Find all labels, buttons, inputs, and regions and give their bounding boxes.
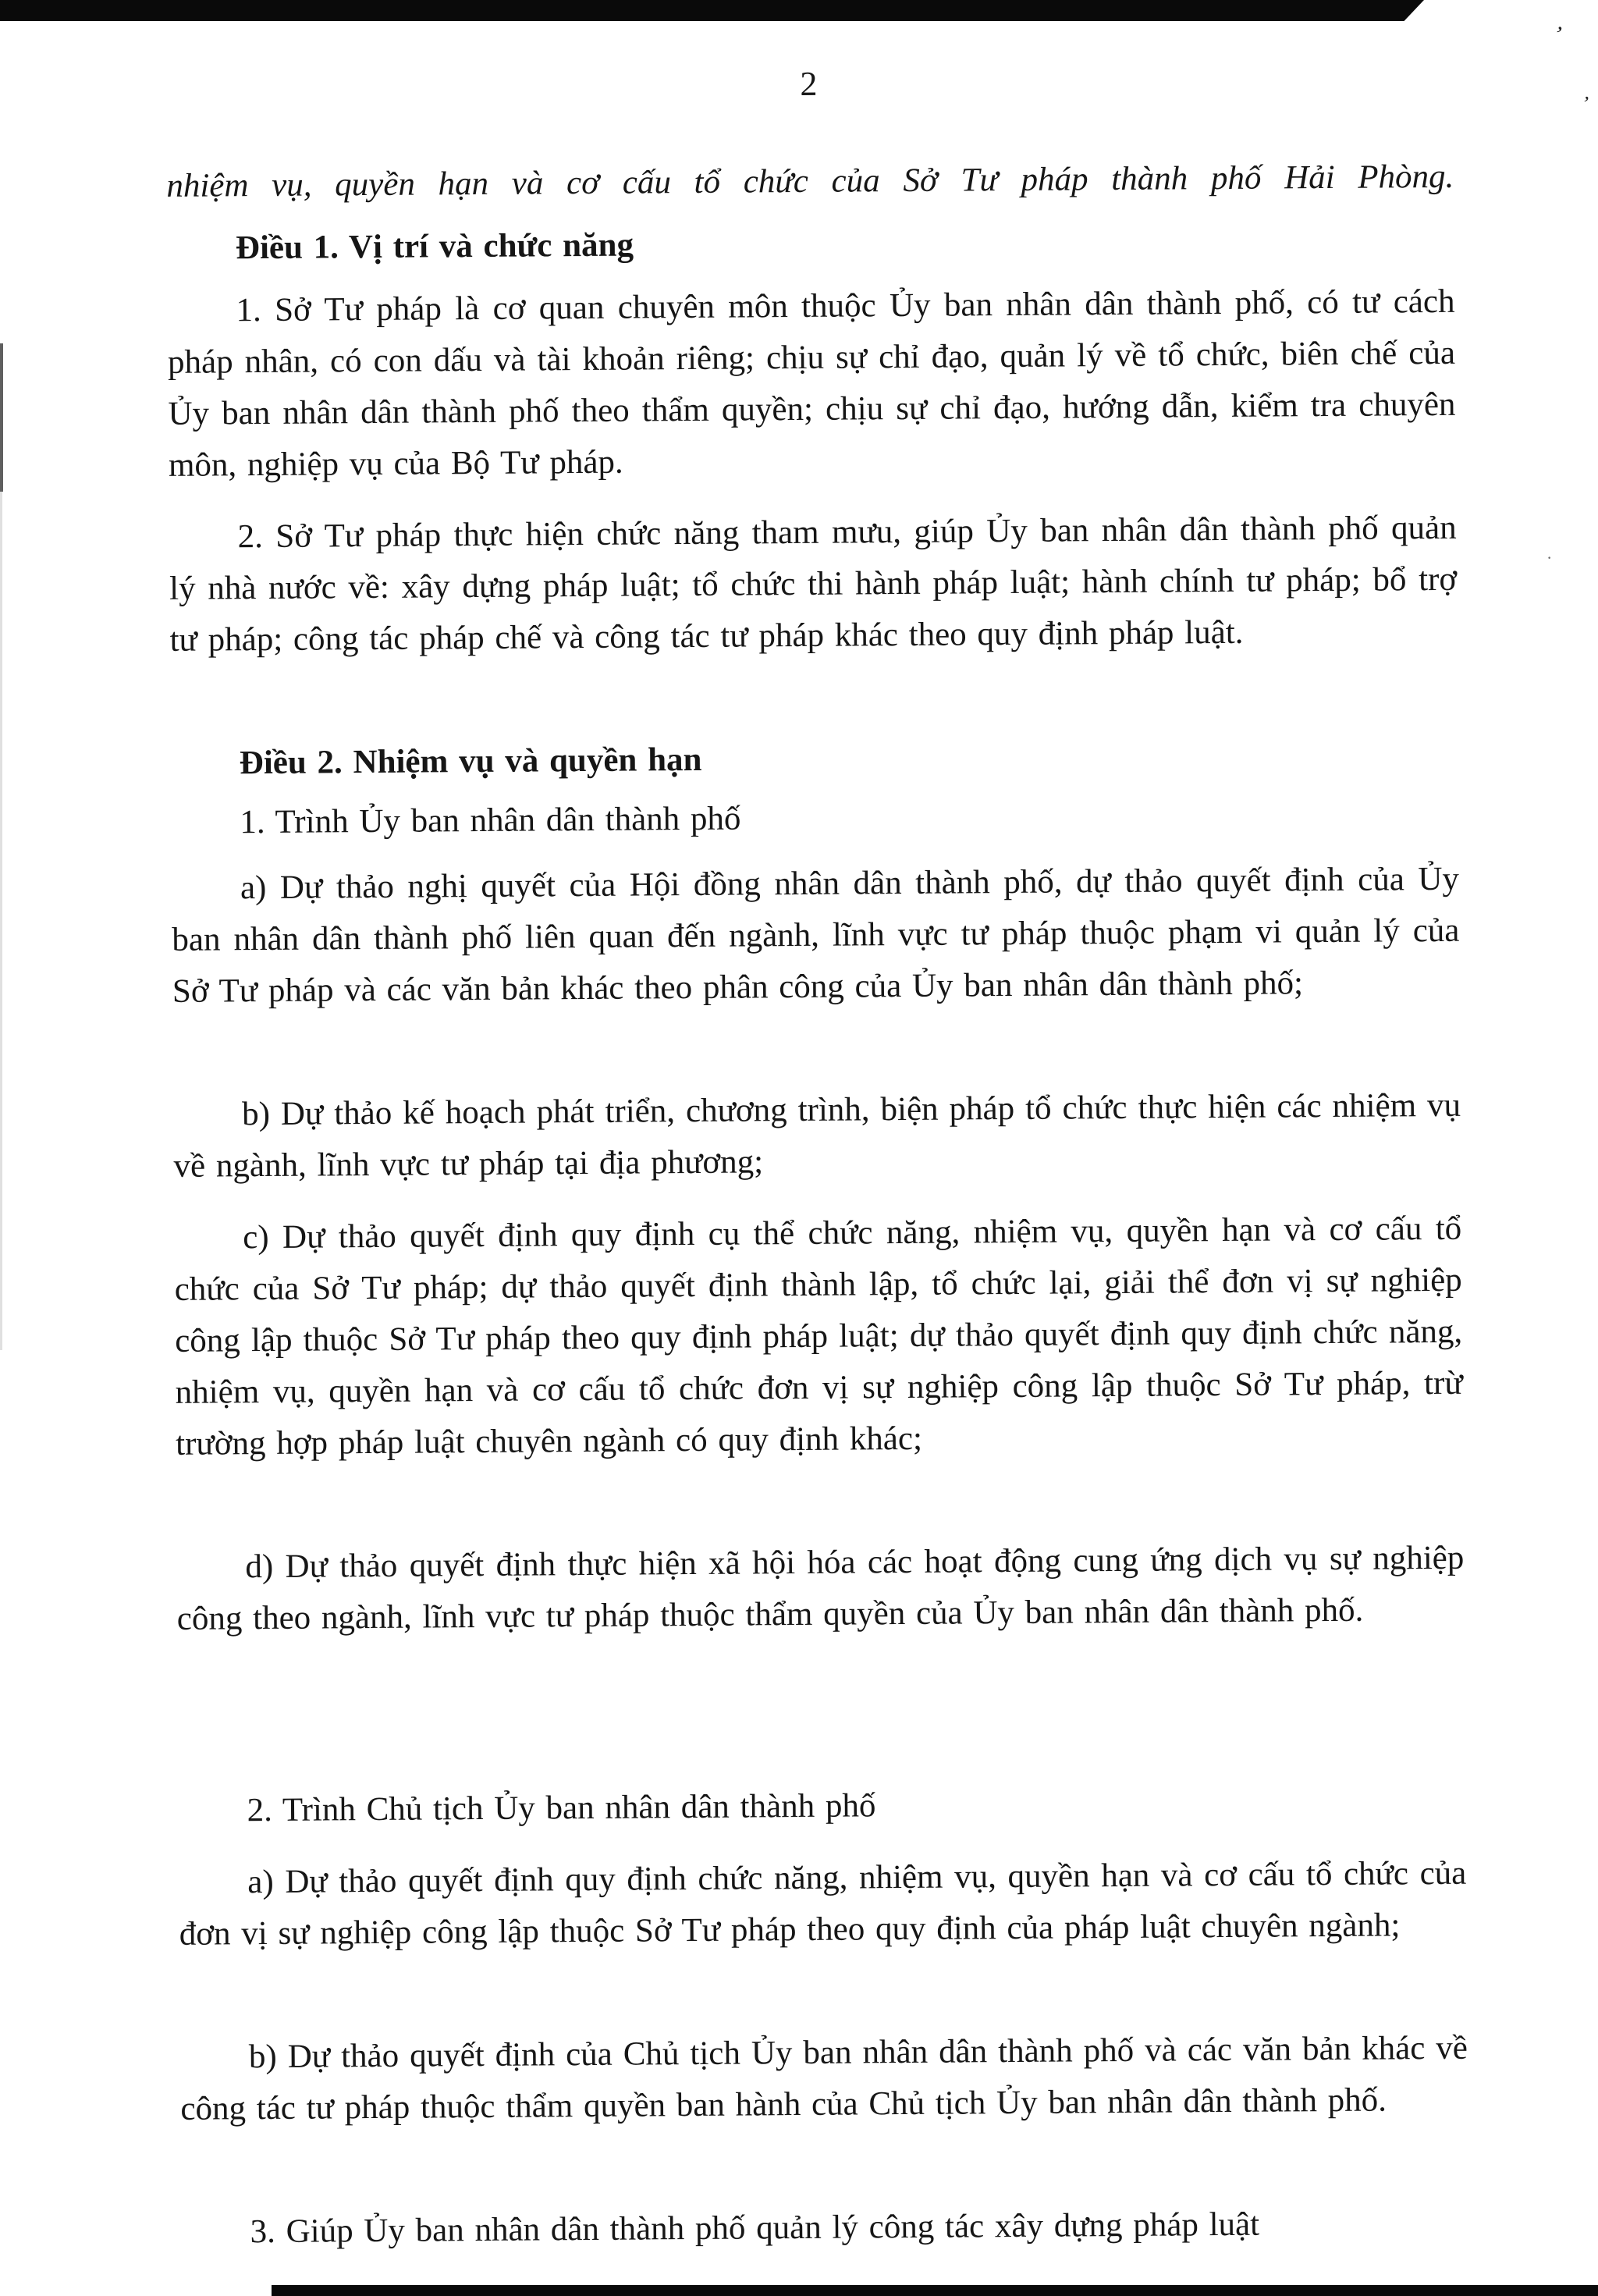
intro-continuation-line: nhiệm vụ, quyền hạn và cơ cấu tổ chức của Sở Tư pháp thành phố Hải Phòng.	[166, 158, 1454, 204]
scan-speck: ’	[1551, 21, 1565, 48]
scan-speck: ’	[1580, 91, 1592, 116]
paragraph-dieu2-khoan2-b: b) Dự thảo quyết định của Chủ tịch Ủy ban nhân dân thành phố và các văn bản khác về công tác tư pháp thuộc thẩm quyền ban hành của Chủ tịch Ủy ban nhân dân thành phố.	[180, 2029, 1468, 2127]
paragraph-dieu1-khoan1: 1. Sở Tư pháp là cơ quan chuyên môn thuộc Ủy ban nhân dân thành phố, có tư cách pháp nhân, có con dấu và tài khoản riêng; chịu sự chỉ đạo, quản lý về tổ chức, biên chế của Ủy ban nhân dân thành phố theo thẩm quyền; chịu sự chỉ đạo, hướng dẫn, kiểm tra chuyên môn, nghiệp vụ của Bộ Tư pháp.	[167, 283, 1456, 484]
heading-dieu-1: Điều 1. Vị trí và chức năng	[235, 226, 634, 267]
paragraph-dieu2-khoan1-c: c) Dự thảo quyết định quy định cụ thể chức năng, nhiệm vụ, quyền hạn và cơ cấu tổ chức của Sở Tư pháp; dự thảo quyết định thành lập, tổ chức lại, giải thể đơn vị sự nghiệp công lập thuộc Sở Tư pháp theo quy định pháp luật; dự thảo quyết định quy định chức năng, nhiệm vụ, quyền hạn và cơ cấu tổ chức đơn vị sự nghiệp công lập thuộc Sở Tư pháp, trừ trường hợp pháp luật chuyên ngành có quy định khác;	[174, 1210, 1463, 1463]
page-number: 2	[800, 64, 818, 103]
paragraph-dieu2-khoan1-a: a) Dự thảo nghị quyết của Hội đồng nhân dân thành phố, dự thảo quyết định của Ủy ban nhân dân thành phố liên quan đến ngành, lĩnh vực tư pháp thuộc phạm vi quản lý của Sở Tư pháp và các văn bản khác theo phân công của Ủy ban nhân dân thành phố;	[172, 860, 1460, 1010]
paragraph-dieu2-khoan1-d: d) Dự thảo quyết định thực hiện xã hội hóa các hoạt động cung ứng dịch vụ sự nghiệp công theo ngành, lĩnh vực tư pháp thuộc thẩm quyền của Ủy ban nhân dân thành phố.	[176, 1539, 1465, 1637]
paragraph-dieu2-khoan1-b: b) Dự thảo kế hoạch phát triển, chương trình, biện pháp tổ chức thực hiện các nhiệm vụ về ngành, lĩnh vực tư pháp tại địa phương;	[173, 1086, 1461, 1185]
item-dieu2-khoan3: 3. Giúp Ủy ban nhân dân thành phố quản lý công tác xây dựng pháp luật	[250, 2205, 1260, 2251]
item-dieu2-khoan2: 2. Trình Chủ tịch Ủy ban nhân dân thành phố	[247, 1787, 876, 1829]
scan-speck: ·	[1547, 548, 1553, 567]
paragraph-dieu2-khoan2-a: a) Dự thảo quyết định quy định chức năng, nhiệm vụ, quyền hạn và cơ cấu tổ chức của đơn vị sự nghiệp công lập thuộc Sở Tư pháp theo quy định của pháp luật chuyên ngành;	[179, 1854, 1467, 1953]
heading-dieu-2: Điều 2. Nhiệm vụ và quyền hạn	[239, 741, 702, 782]
paragraph-dieu1-khoan2: 2. Sở Tư pháp thực hiện chức năng tham mưu, giúp Ủy ban nhân dân thành phố quản lý nhà nước về: xây dựng pháp luật; tổ chức thi hành pháp luật; hành chính tư pháp; bổ trợ tư pháp; công tác pháp chế và công tác tư pháp khác theo quy định pháp luật.	[169, 509, 1458, 659]
item-dieu2-khoan1: 1. Trình Ủy ban nhân dân thành phố	[240, 800, 741, 841]
